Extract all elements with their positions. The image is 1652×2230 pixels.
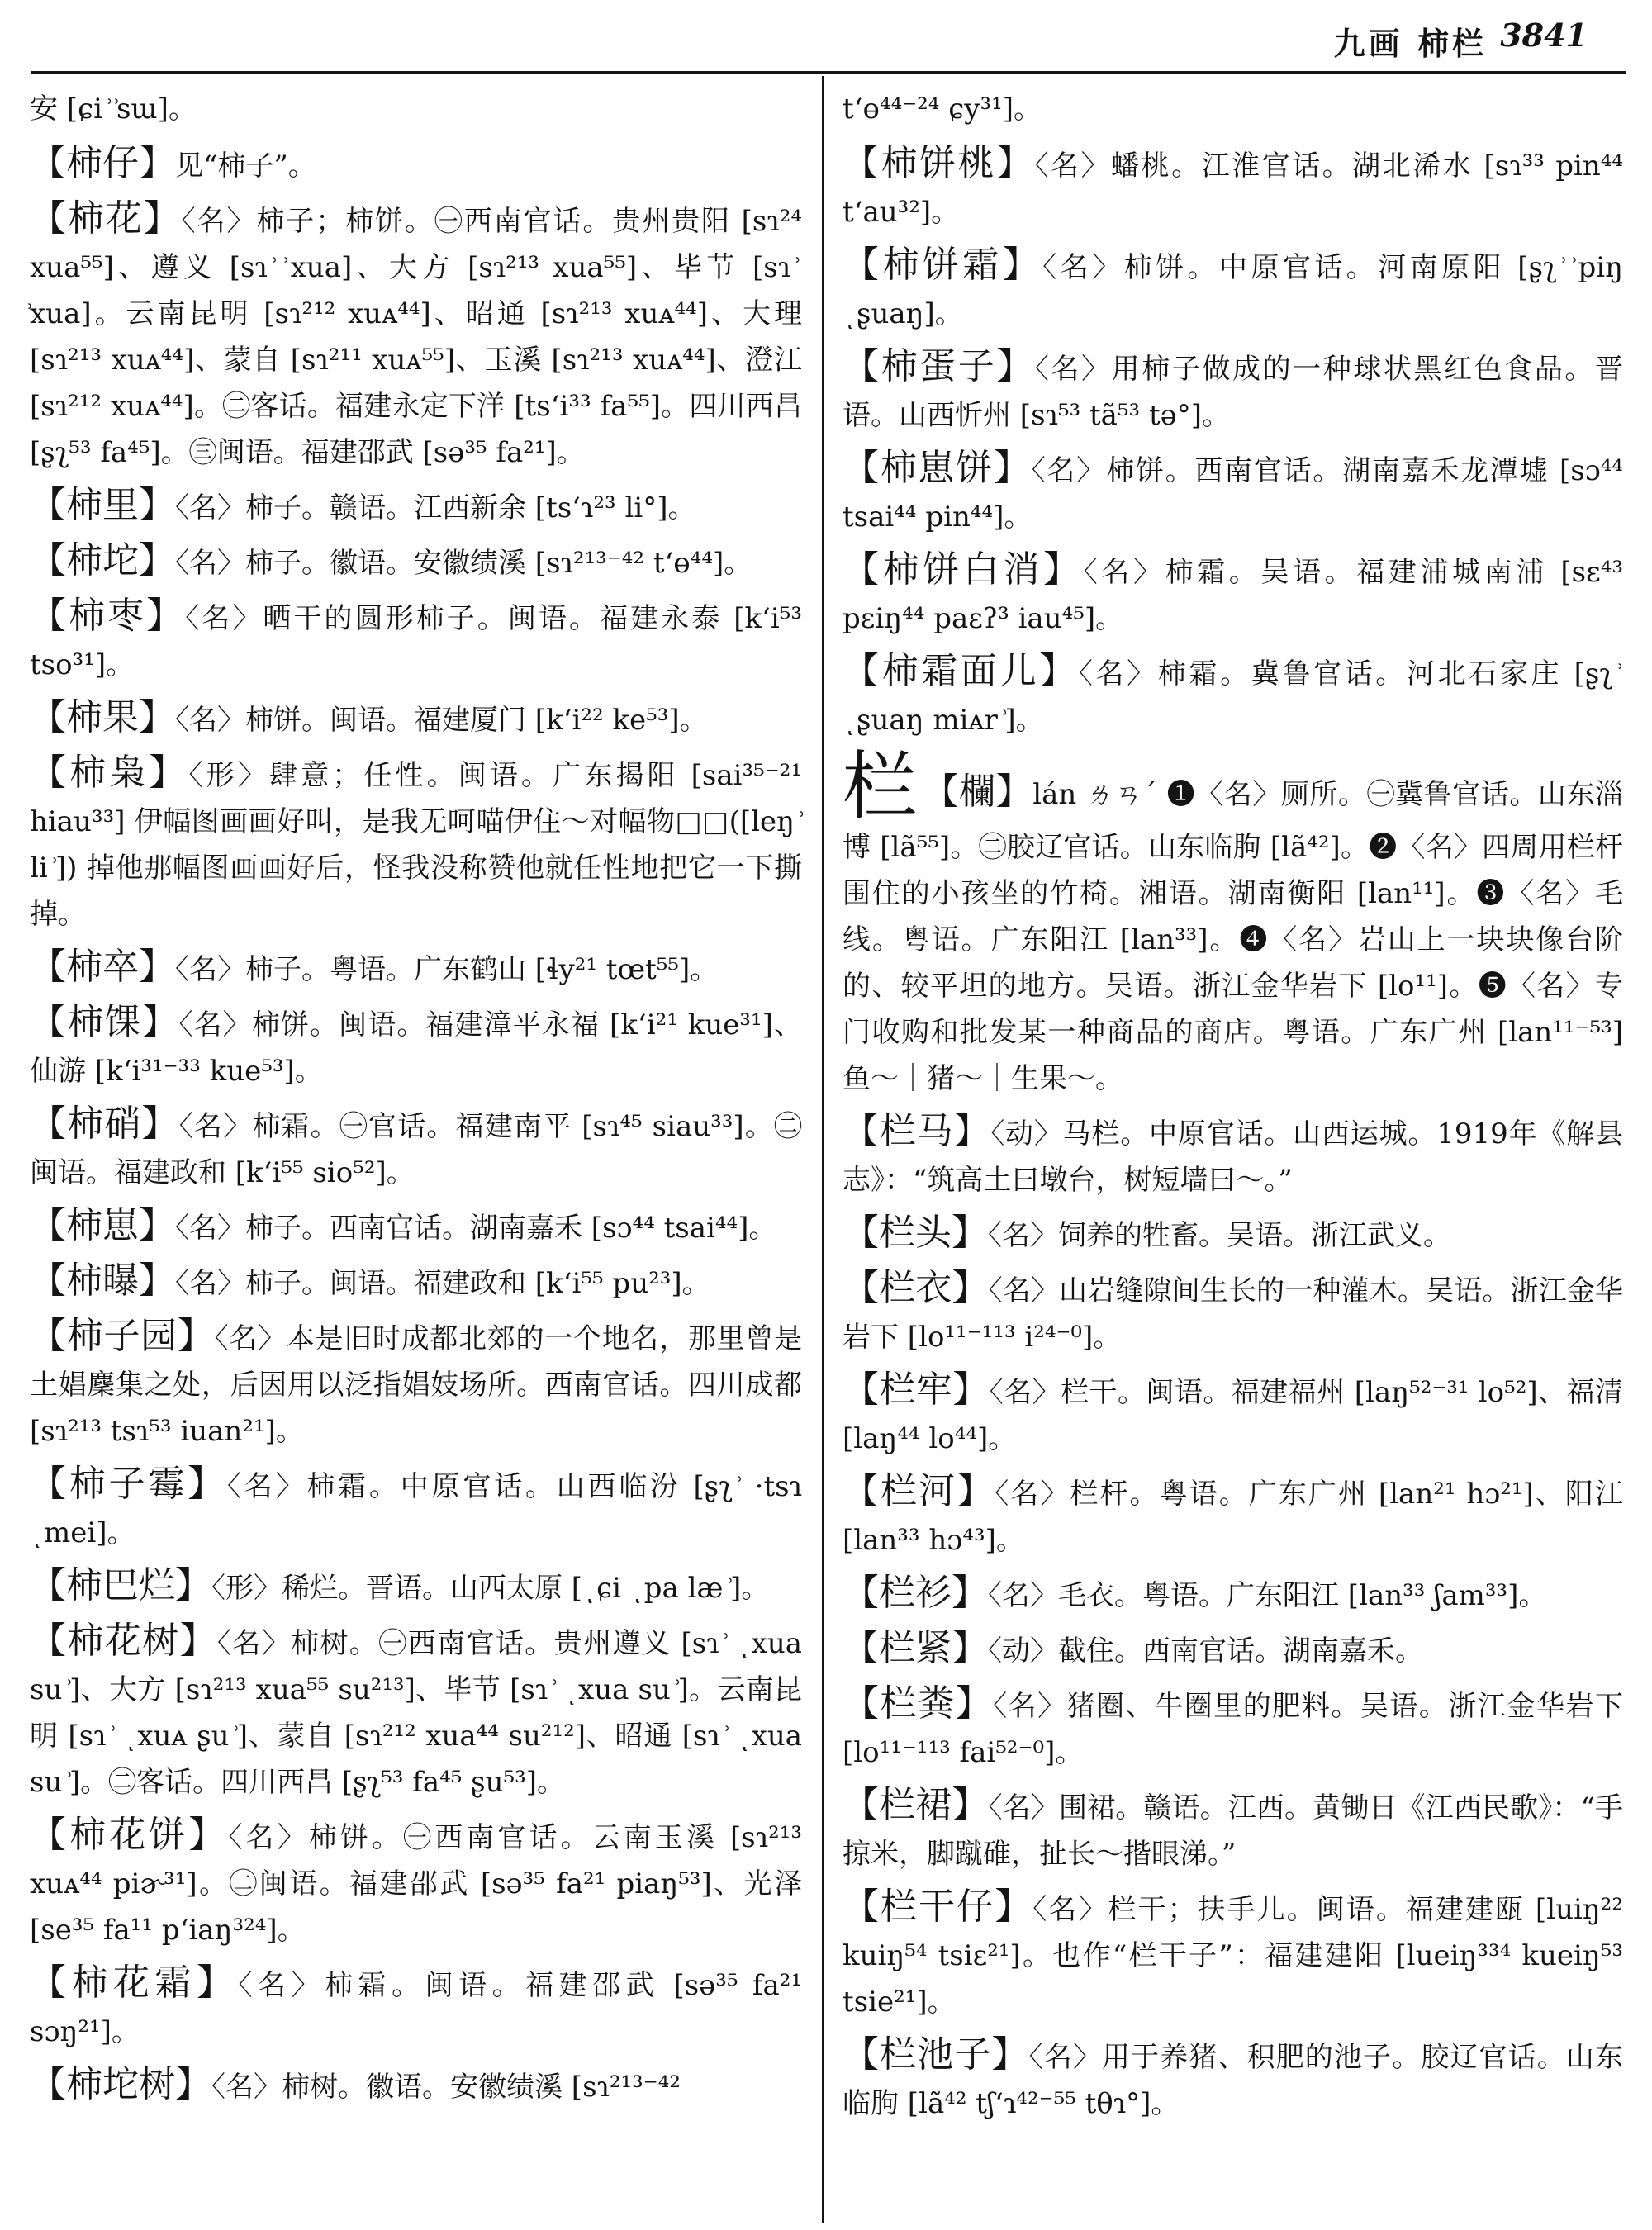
dict-entry <box>843 2032 1623 2127</box>
dict-entry <box>30 2062 802 2110</box>
left-column <box>30 86 802 2117</box>
continued-text: tʻɵ⁴⁴⁻²⁴ ɕy³¹]。 <box>843 93 1042 126</box>
dict-entry <box>843 445 1623 540</box>
right-column <box>843 86 1623 2133</box>
head-character: 栏 <box>843 743 918 830</box>
dict-entry <box>843 1884 1623 2025</box>
definition: 〈名〉本是旧时成都北郊的一个地名，那里曾是土娼麇集之处，后因用以泛指娼妓场所。西南官话。四川成都 [sɿ²¹³ tsɿ⁵³ iuan²¹]。 <box>30 1322 803 1448</box>
definition: 〈名〉柿子。闽语。福建政和 [kʻi⁵⁵ pu²³]。 <box>175 1267 710 1300</box>
definition: 〈形〉肆意；任性。闽语。广东揭阳 [sai³⁵⁻²¹ hiau³³] 伊幅图画画好叫，是我无呵喵伊住～对幅物□□([leŋ ͗ li ͗]) 掉他那幅图画画好后，怪我没称赞他就任性地把它一下撕掉。 <box>30 759 802 931</box>
headword: 【柿崽】 <box>30 1204 175 1246</box>
definition: 〈名〉柿饼。闽语。福建厦门 [kʻi²² ke⁵³]。 <box>175 704 708 737</box>
dict-entry <box>30 538 802 586</box>
definition: 〈名〉柿子；柿饼。㊀西南官话。贵州贵阳 [sɿ²⁴ xua⁵⁵]、遵义 [sɿ ͗ ͗xua]、大方 [sɿ²¹³ xua⁵⁵]、毕节 [sɿ ͗ ͗xua]。云南昆明 [sɿ²¹² xuᴀ⁴⁴]、昭通 [sɿ²¹³ xuᴀ⁴⁴]、大理 [sɿ²¹³ xuᴀ⁴⁴]、蒙自 [sɿ²¹¹ xuᴀ⁵⁵]、玉溪 [sɿ²¹³ xuᴀ⁴⁴]、澄江 [sɿ²¹² xuᴀ⁴⁴]。㊁客话。福建永定下洋 [tsʻi³³ fa⁵⁵]。四川西昌 [ʂʅ⁵³ fa⁴⁵]。㊂闽语。福建邵武 [sə³⁵ fa²¹]。 <box>30 205 802 469</box>
page-number: 3841 <box>1500 17 1588 54</box>
headword: 【柿馃】 <box>30 1001 179 1043</box>
definition: 〈名〉饲养的牲畜。吴语。浙江武义。 <box>988 1219 1451 1252</box>
headword: 【柿饼白消】 <box>843 548 1084 591</box>
definition: 〈名〉柿饼。中原官话。河南原阳 [ʂʅ ͗ ͗piŋ ͺʂuaŋ]。 <box>843 251 1624 330</box>
dict-entry <box>30 140 802 189</box>
headword: 【柿里】 <box>30 484 175 526</box>
definition: 〈名〉山岩缝隙间生长的一种灌木。吴语。浙江金华岩下 [lo¹¹⁻¹¹³ i²⁴⁻⁰]。 <box>843 1274 1624 1354</box>
dict-entry <box>30 944 802 993</box>
headword: 【栏牢】 <box>843 1369 990 1411</box>
definition: 〈名〉柿霜。冀鲁官话。河北石家庄 [ʂʅ ͗ ͺʂuaŋ miᴀr ͗]。 <box>843 657 1623 737</box>
dict-entry <box>843 344 1623 439</box>
dict-entry <box>30 593 802 688</box>
dict-entry <box>843 648 1623 743</box>
dict-entry <box>30 1960 802 2055</box>
definition: 〈名〉栏干；扶手儿。闽语。福建建瓯 [luiŋ²² kuiŋ⁵⁴ tsiɛ²¹]。也作“栏干子”：福建建阳 [lueiŋ³³⁴ kueiŋ⁵³ tsie²¹]。 <box>843 1893 1624 2019</box>
definition: 〈名〉蟠桃。江淮官话。湖北浠水 [sɿ³³ pin⁴⁴ tʻau³²]。 <box>843 149 1624 229</box>
dict-entry <box>843 1108 1623 1203</box>
headword: 【柿饼桃】 <box>843 142 1035 184</box>
headword: 【栏马】 <box>843 1110 991 1152</box>
headword: 【柿花霜】 <box>30 1962 239 2004</box>
dict-entry <box>843 547 1623 642</box>
dict-entry <box>30 750 802 937</box>
dict-entry <box>30 1618 802 1805</box>
headword: 【柿枭】 <box>30 752 189 794</box>
headword: 【柿仔】 <box>30 142 175 184</box>
dict-entry <box>843 242 1623 337</box>
dict-entry <box>843 140 1623 235</box>
definition: 〈名〉柿霜。吴语。福建浦城南浦 [sɛ⁴³ pɛiŋ⁴⁴ paɛʔ³ iau⁴⁵]。 <box>843 556 1623 635</box>
definition: 〈名〉柿子。西南官话。湖南嘉禾 [sɔ⁴⁴ tsai⁴⁴]。 <box>175 1212 777 1245</box>
definition: 〈名〉柿饼。西南官话。湖南嘉禾龙潭墟 [sɔ⁴⁴ tsai⁴⁴ pin⁴⁴]。 <box>843 454 1624 534</box>
headword: 【栏头】 <box>843 1212 988 1254</box>
definition: 〈名〉柿饼。㊀西南官话。云南玉溪 [sɿ²¹³ xuᴀ⁴⁴ piɚ³¹]。㊁闽语。福建邵武 [sə³⁵ fa²¹ piaŋ⁵³]、光泽 [se³⁵ fa¹¹ pʻiaŋ³²⁴]。 <box>30 1821 802 1947</box>
dict-entry <box>843 1782 1623 1877</box>
dict-entry <box>30 196 802 476</box>
definition: 〈名〉用柿子做成的一种球状黑红色食品。晋语。山西忻州 [sɿ⁵³ tã⁵³ tə°]。 <box>843 353 1624 432</box>
headword: 【柿霜面儿】 <box>843 650 1079 692</box>
headword: 【栏河】 <box>843 1470 995 1512</box>
headword: 【柿蛋子】 <box>843 345 1035 387</box>
definition: 〈名〉柿霜。闽语。福建邵武 [sə³⁵ fa²¹ sɔŋ²¹]。 <box>30 1969 802 2048</box>
dict-entry <box>30 1812 802 1953</box>
headword: 【栏裙】 <box>843 1784 989 1826</box>
definition: 〈名〉柿树。徽语。安徽绩溪 [sɿ²¹³⁻⁴² <box>211 2071 681 2104</box>
headword: 【柿坨】 <box>30 539 175 581</box>
headword: 【柿饼霜】 <box>843 244 1043 286</box>
headword: 【柿巴烂】 <box>30 1564 211 1606</box>
headword: 【栏粪】 <box>843 1682 994 1725</box>
headword: 【柿子园】 <box>30 1315 215 1357</box>
definition: 〈名〉猪圈、牛圈里的肥料。吴语。浙江金华岩下 [lo¹¹⁻¹¹³ fai⁵²⁻⁰]。 <box>843 1690 1624 1769</box>
headword: 【柿枣】 <box>30 595 186 637</box>
dict-entry <box>843 1265 1623 1360</box>
dict-entry <box>843 1681 1623 1776</box>
definition: 〈名〉毛衣。粤语。广东阳江 [lan³³ ʃam³³]。 <box>988 1579 1547 1612</box>
headword: 【柿果】 <box>30 696 175 738</box>
definition: 〈形〉稀烂。晋语。山西太原 [ͺɕi ͺpa læ ͗]。 <box>211 1572 770 1605</box>
headword: 【栏衣】 <box>843 1267 989 1309</box>
definition: 〈名〉柿子。徽语。安徽绩溪 [sɿ²¹³⁻⁴² tʻɵ⁴⁴]。 <box>175 547 752 580</box>
continued-text: 安 [ɕi ͗ ͗sɯ]。 <box>30 93 197 126</box>
definition: 〈名〉柿饼。闽语。福建漳平永福 [kʻi²¹ kue³¹]、仙游 [kʻi³¹⁻³³ kue⁵³]。 <box>30 1008 803 1088</box>
headword: 【栏衫】 <box>843 1572 988 1614</box>
headword: 【柿曝】 <box>30 1260 175 1302</box>
dict-entry <box>30 1203 802 1251</box>
section-title: 九画 柿栏 <box>1333 25 1487 62</box>
definition: 〈名〉柿树。㊀西南官话。贵州遵义 [sɿ ͗ ͺxua su ͗]、大方 [sɿ²¹³ xua⁵⁵ su²¹³]、毕节 [sɿ ͗ ͺxua su ͗]。云南昆明 [sɿ ͗ ͺxuᴀ ʂu ͗]、蒙自 [sɿ²¹² xua⁴⁴ su²¹²]、昭通 [sɿ ͗ ͺxua su ͗]。㊁客话。四川西昌 [ʂʅ⁵³ fa⁴⁵ ʂu⁵³]。 <box>30 1627 802 1799</box>
headword: 【柿硝】 <box>30 1103 179 1145</box>
column-divider <box>822 76 824 2223</box>
dict-entry <box>843 1570 1623 1619</box>
headword: 【柿崽饼】 <box>843 447 1032 489</box>
definition: 〈名〉柿霜。㊀官话。福建南平 [sɿ⁴⁵ siau³³]。㊁闽语。福建政和 [kʻi⁵⁵ sio⁵²]。 <box>30 1110 802 1189</box>
headword: 【栏紧】 <box>843 1627 988 1669</box>
definition: 〈动〉截住。西南官话。湖南嘉禾。 <box>988 1635 1423 1668</box>
headword: 【柿坨树】 <box>30 2063 211 2105</box>
dict-entry <box>30 1101 802 1196</box>
dict-entry <box>30 999 802 1094</box>
definition: 〈名〉柿子。赣语。江西新余 [tsʻɿ²³ li°]。 <box>175 491 696 524</box>
dict-entry <box>843 1468 1623 1563</box>
definition: 见“柿子”。 <box>175 149 316 183</box>
dict-entry <box>843 1625 1623 1674</box>
headword: 【柿花】 <box>30 197 182 240</box>
dict-entry <box>30 1313 802 1454</box>
dict-entry <box>843 1367 1623 1462</box>
dict-entry <box>30 482 802 531</box>
definition: 〈动〉马栏。中原官话。山西运城。1919年《解县志》：“筑高土曰墩台，树短墙曰～。” <box>843 1117 1623 1197</box>
definition: 〈名〉晒干的圆形柿子。闽语。福建永泰 [kʻi⁵³ tso³¹]。 <box>30 602 803 681</box>
definition: 〈名〉用于养猪、积肥的池子。胶辽官话。山东临朐 [lã⁴² tʃʻɿ⁴²⁻⁵⁵ tθɿ°]。 <box>843 2041 1624 2120</box>
headword: 【柿花树】 <box>30 1620 217 1662</box>
definition: 〈名〉柿霜。中原官话。山西临汾 [ʂʅ ͗ ·tsɿ ͺmei]。 <box>30 1470 803 1549</box>
definition: lán ㄌㄢˊ ❶〈名〉厕所。㊀冀鲁官话。山东淄博 [lã⁵⁵]。㊁胶辽官话。山东临朐 [lã⁴²]。❷〈名〉四周用栏杆围住的小孩坐的竹椅。湘语。湖南衡阳 [lan¹¹]。❸〈名〉毛线。粤语。广东阳江 [lan³³]。❹〈名〉岩山上一块块像台阶的、较平坦的地方。吴语。浙江金华岩下 [lo¹¹]。❺〈名〉专门收购和批发某一种商品的商店。粤语。广东广州 [lan¹¹⁻⁵³] 鱼～｜猪～｜生果～。 <box>843 778 1624 1095</box>
headword: 【柿花饼】 <box>30 1814 229 1856</box>
dict-entry <box>30 695 802 743</box>
dict-entry <box>843 1210 1623 1259</box>
definition: 〈名〉围裙。赣语。江西。黄锄日《江西民歌》：“手掠米，脚蹴碓，扯长～揩眼涕。” <box>843 1791 1624 1871</box>
char-entry <box>843 743 1624 1102</box>
headword: 【栏池子】 <box>843 2033 1029 2076</box>
headword: 【柿子霉】 <box>30 1463 227 1505</box>
page-header <box>0 0 1652 69</box>
dict-entry <box>30 1258 802 1307</box>
headword: 【欄】 <box>922 771 1033 813</box>
definition: 〈名〉栏杆。粤语。广东广州 [lan²¹ hɔ²¹]、阳江 [lan³³ hɔ⁴³]。 <box>843 1478 1623 1557</box>
header-rule <box>31 71 1626 74</box>
definition: 〈名〉栏干。闽语。福建福州 [laŋ⁵²⁻³¹ lo⁵²]、福清 [laŋ⁴⁴ lo⁴⁴]。 <box>843 1376 1624 1455</box>
headword: 【栏干仔】 <box>843 1886 1033 1928</box>
dict-entry <box>30 1461 802 1556</box>
definition: 〈名〉柿子。粤语。广东鹤山 [ɬy²¹ tœt⁵⁵]。 <box>175 953 719 986</box>
dict-entry <box>30 1563 802 1611</box>
headword: 【柿卒】 <box>30 946 175 988</box>
